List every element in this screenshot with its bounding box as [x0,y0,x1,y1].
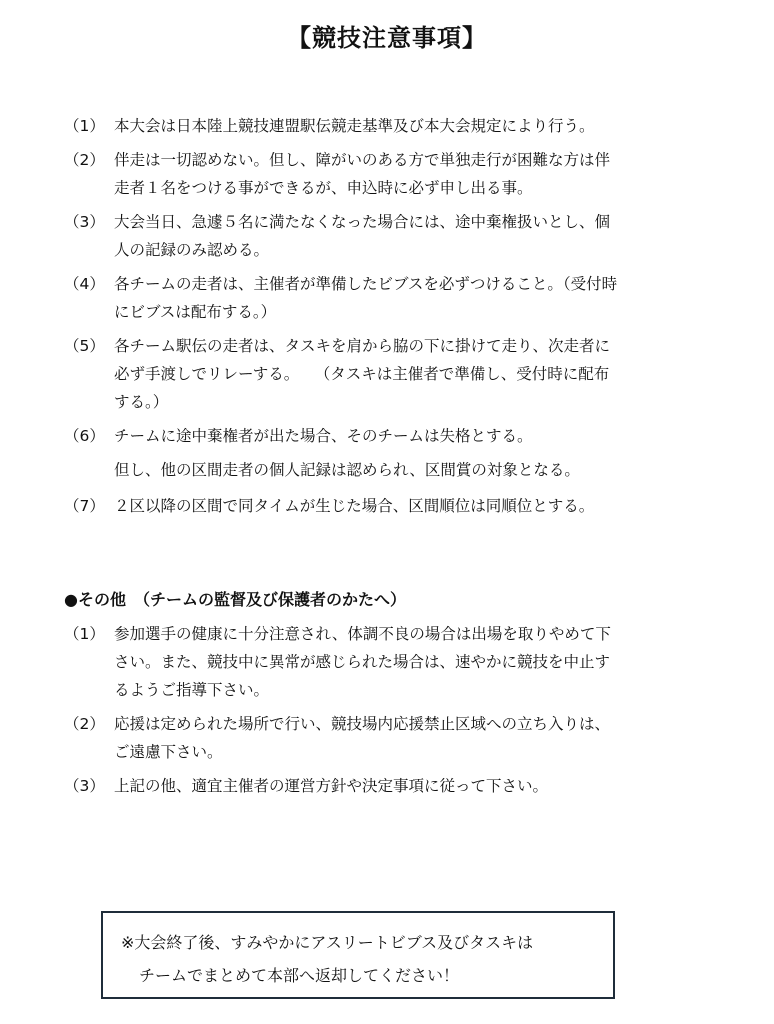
other-heading: ●その他 （チームの監督及び保護者のかたへ） [64,590,406,609]
rule-text: 伴走は一切認めない。但し、障がいのある方で単独走行が困難な方は伴 走者１名をつける事ができるが、申込時に必ず申し出る事。 [114,151,611,197]
rule-text: 各チームの走者は、主催者が準備したビブスを必ずつけること。（受付時 にビブスは配布する。） [114,275,618,321]
rule-item [64,492,724,520]
rule-item [64,332,724,416]
rule-text: ２区以降の区間で同タイムが生じた場合、区間順位は同順位とする。 [114,497,595,515]
notice-line-2: チームでまとめて本部へ返却してください！ [139,966,460,985]
notice-line-1: ※大会終了後、すみやかにアスリートビブス及びタスキは [121,933,534,952]
other-number: （2） [64,715,105,733]
return-notice-box [101,911,615,999]
rule-item [64,270,724,326]
page-title: 【競技注意事項】 [287,24,487,52]
rule-number: （4） [64,275,105,293]
rule-number: （1） [64,117,105,135]
rule-number: （5） [64,337,105,355]
rule-text: 本大会は日本陸上競技連盟駅伝競走基準及び本大会規定により行う。 [114,117,595,135]
rule-number: （6） [64,427,105,445]
other-item [64,620,724,704]
rule-text: 大会当日、急遽５名に満たなくなった場合には、途中棄権扱いとし、個 人の記録のみ認める。 [114,213,611,259]
other-item [64,772,724,800]
other-notes-section [64,586,724,806]
rule-text: 各チーム駅伝の走者は、タスキを肩から脇の下に掛けて走り、次走者に 必ず手渡しでリレーする。 （タスキは主催者で準備し、受付時に配布 する。） [114,337,611,411]
other-number: （1） [64,625,105,643]
rule-item [64,422,724,450]
rule-item [64,208,724,264]
competition-rules-list [64,112,724,526]
rule-item [64,146,724,202]
rule-6-note: 但し、他の区間走者の個人記録は認められ、区間賞の対象となる。 [114,461,580,479]
other-item [64,710,724,766]
other-text: 応援は定められた場所で行い、競技場内応援禁止区域への立ち入りは、 ご遠慮下さい。 [114,715,611,761]
other-number: （3） [64,777,105,795]
rule-number: （7） [64,497,105,515]
other-text: 上記の他、適宜主催者の運営方針や決定事項に従って下さい。 [114,777,549,795]
rule-number: （3） [64,213,105,231]
rule-text: チームに途中棄権者が出た場合、そのチームは失格とする。 [114,427,533,445]
other-text: 参加選手の健康に十分注意され、体調不良の場合は出場を取りやめて下 さい。また、競技中に異常が感じられた場合は、速やかに競技を中止す るようご指導下さい。 [114,625,611,699]
rule-item [64,112,724,140]
rule-number: （2） [64,151,105,169]
